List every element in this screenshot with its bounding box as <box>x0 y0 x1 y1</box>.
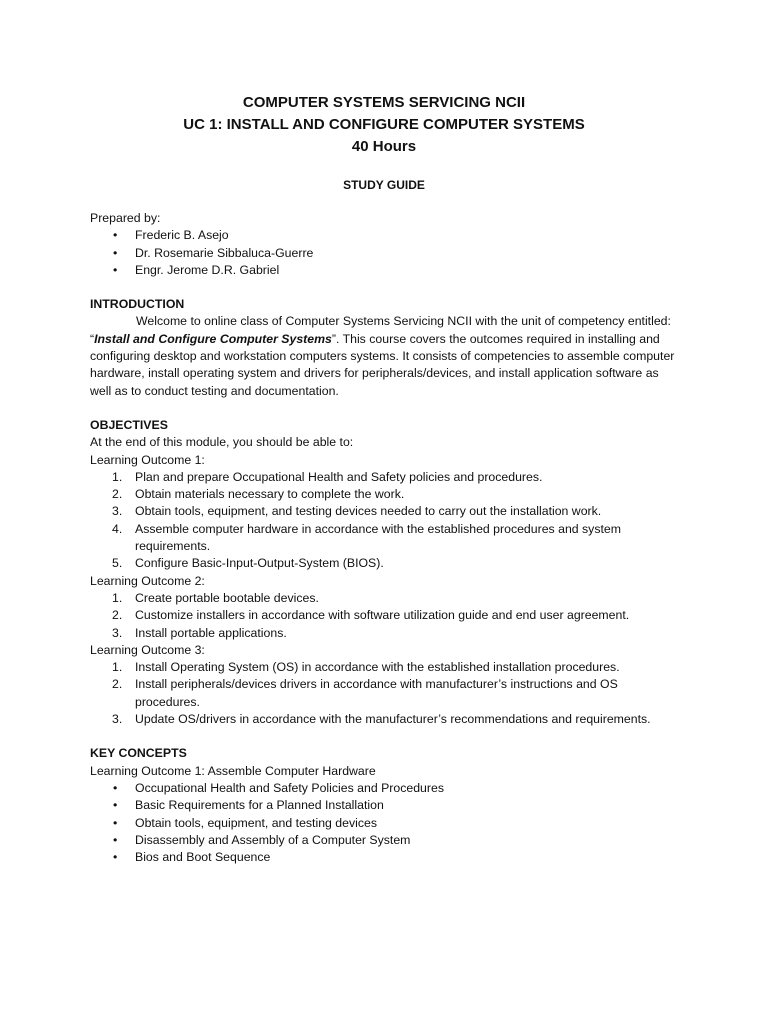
list-item: • Obtain tools, equipment, and testing devices <box>90 815 680 832</box>
bullet-icon: • <box>113 228 118 243</box>
bullet-icon: • <box>113 832 118 847</box>
author-list <box>90 227 680 279</box>
objectives-lead: At the end of this module, you should be able to: <box>90 435 354 450</box>
key-concepts-heading: KEY CONCEPTS <box>90 746 187 761</box>
list-item: 3. Obtain tools, equipment, and testing devices needed to carry out the installation work. <box>112 504 602 519</box>
document-body <box>90 210 680 866</box>
list-item: • Bios and Boot Sequence <box>90 849 680 866</box>
bullet-icon: • <box>113 245 118 260</box>
list-item: 2. Customize installers in accordance with software utilization guide and end user agreement. <box>112 608 630 623</box>
list-item: 4. Assemble computer hardware in accordance with the established procedures and system requirements. <box>112 521 621 554</box>
list-item: • Frederic B. Asejo <box>90 227 680 244</box>
learning-outcome-1-label: Learning Outcome 1: <box>90 452 205 467</box>
introduction-paragraph: Welcome to online class of Computer Systems Servicing NCII with the unit of competency entitled: “Install and Configure Computer Systems”. This course covers the outcomes required in installing and configuring desktop and workstation computers systems. It consists of competencies to assemble computer hardware, install operating system and drivers for peripherals/devices, and install application software as well as to conduct testing and documentation. <box>90 314 675 398</box>
list-item: 2. Obtain materials necessary to complete the work. <box>112 487 405 502</box>
learning-outcome-2-label: Learning Outcome 2: <box>90 573 205 588</box>
list-item: • Disassembly and Assembly of a Computer System <box>90 832 680 849</box>
bullet-icon: • <box>113 262 118 277</box>
learning-outcome-3-label: Learning Outcome 3: <box>90 642 205 657</box>
bullet-icon: • <box>113 798 118 813</box>
learning-outcome-3-list <box>90 659 680 728</box>
learning-outcome-1-list <box>90 469 680 573</box>
list-item: 1. Plan and prepare Occupational Health and Safety policies and procedures. <box>112 469 543 484</box>
list-item: 1. Create portable bootable devices. <box>112 590 319 605</box>
key-concepts-lead: Learning Outcome 1: Assemble Computer Hardware <box>90 763 376 778</box>
list-item: 1. Install Operating System (OS) in accordance with the established installation procedures. <box>112 660 620 675</box>
bullet-icon: • <box>113 850 118 865</box>
list-item: • Basic Requirements for a Planned Installation <box>90 797 680 814</box>
title-line-2: UC 1: INSTALL AND CONFIGURE COMPUTER SYSTEMS <box>183 116 585 133</box>
list-item: 5. Configure Basic-Input-Output-System (BIOS). <box>112 556 384 571</box>
document-title <box>0 92 768 158</box>
list-item: 2. Install peripherals/devices drivers in accordance with manufacturer’s instructions and OS procedures. <box>112 677 618 709</box>
bullet-icon: • <box>113 815 118 830</box>
title-line-3: 40 Hours <box>351 138 417 155</box>
study-guide-heading: STUDY GUIDE <box>343 178 425 192</box>
unit-title: Install and Configure Computer Systems <box>94 331 332 346</box>
objectives-heading: OBJECTIVES <box>90 417 168 432</box>
learning-outcome-2-list <box>90 590 680 642</box>
list-item: • Dr. Rosemarie Sibbaluca-Guerre <box>90 245 680 262</box>
bullet-icon: • <box>113 780 118 795</box>
list-item: 3. Install portable applications. <box>112 625 287 640</box>
title-line-1: COMPUTER SYSTEMS SERVICING NCII <box>242 94 526 111</box>
introduction-heading: INTRODUCTION <box>90 297 185 312</box>
list-item: • Engr. Jerome D.R. Gabriel <box>90 262 680 279</box>
prepared-by-label: Prepared by: <box>90 211 161 225</box>
list-item: 3. Update OS/drivers in accordance with the manufacturer’s recommendations and requirements. <box>112 712 651 727</box>
list-item: • Occupational Health and Safety Policies and Procedures <box>90 780 680 797</box>
key-concepts-list <box>90 780 680 866</box>
